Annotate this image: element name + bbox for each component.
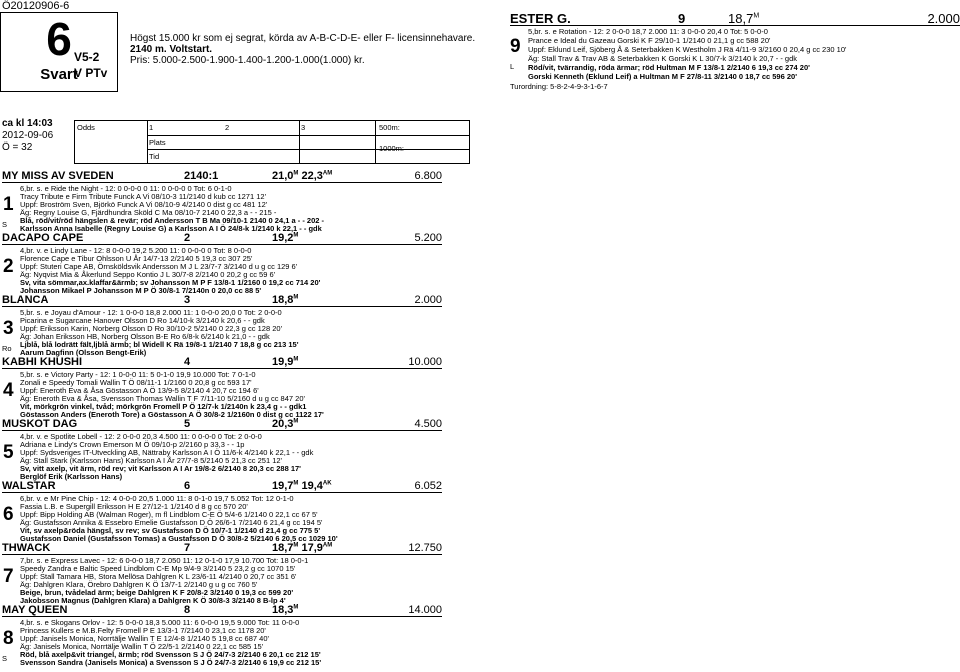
horse-line: Uppf: Broström Sven, Björkö Funck A Vi 08/10-9 4/2140 0 dist g cc 481 12' xyxy=(20,200,268,209)
race-number: 6 xyxy=(46,13,72,65)
horse-name: WALSTAR xyxy=(2,480,56,492)
horse-line: Sv, vitt axelp, vit ärm, röd rev; vit Karlsson A I Ar 19/8-2 6/2140 8 20,3 cc 288 17' xyxy=(20,464,301,473)
horse-line: 6,br. s. e Ride the Night - 12: 0 0-0-0 0 11: 0 0-0-0 0 Tot: 6 0-1-0 xyxy=(20,184,232,193)
horse-line: Uppf: Stuteri Cape AB, Örnsköldsvik Andersson M J L 23/7-7 3/2140 d u g cc 129 6' xyxy=(20,262,298,271)
horse-line: 6,br. v. e Mr Pine Chip - 12: 4 0-0-0 20,5 1.000 11: 8 0-1-0 19,7 5.052 Tot: 12 0-1-0 xyxy=(20,494,294,503)
top-horse-record: $18,7^M$ xyxy=(728,11,760,26)
horse-start-number: 6 xyxy=(3,504,14,525)
horse-line: Zonali e Speedy Tomali Wallin T Ö 08/11-1 1/2160 0 20,8 g cc 593 17' xyxy=(20,378,252,387)
horse-line: 4,br. v. e Lindy Lane - 12: 8 0-0-0 19,2 5.200 11: 0 0-0-0 0 Tot: 8 0-0-0 xyxy=(20,246,252,255)
horse-line: Tracy Tribute e Firm Tribute Funck A Vi 08/10-3 11/2140 d kub cc 1271 12' xyxy=(20,192,267,201)
odds-plats: Plats xyxy=(149,138,166,147)
horse-side: Ro xyxy=(2,344,12,353)
odds-grid xyxy=(74,120,470,164)
race-condition-line: Pris: 5.000-2.500-1.900-1.400-1.200-1.000(1.000) kr. xyxy=(130,55,365,66)
horse-line: Uppf: Janisels Monica, Norrtälje Wallin T E 12/4-8 1/2140 5 19,8 cc 687 40' xyxy=(20,634,269,643)
horse-line: Vit, mörkgrön vinkel, tvåd; mörkgrön Fromell P Ö 12/7-k 1/2140n k 23,4 g - - gdk1 xyxy=(20,402,307,411)
odds-col-1: 1 xyxy=(149,123,154,132)
horse-dist: 6 xyxy=(184,480,191,492)
horse-line: Picarina e Sugarcane Hanover Olsson D Ro 14/10-k 3/2140 k 20,6 - - gdk xyxy=(20,316,265,325)
horse-line: Uppf: Stall Tamara HB, Stora Mellösa Dahlgren K L 23/6-11 4/2140 0 20,7 cc 351 6' xyxy=(20,572,297,581)
horse-side: S xyxy=(2,654,8,663)
horse-line: Äg: Nyqvist Mia & Åkerlund Seppo Kontio J L 30/7-8 2/2140 0 20,2 g cc 59 6' xyxy=(20,270,276,279)
odds-tid: Tid xyxy=(149,152,160,161)
horse-line: Gustafsson Daniel (Gustafsson Tomas) a Gustafsson D Ö 30/8-2 5/2140 6 20,5 cc 1029 10' xyxy=(20,534,338,543)
turordning: Turordning: 5-8-2-4-9-3-1-6-7 xyxy=(510,82,608,91)
horse-start-number: 7 xyxy=(3,566,14,587)
horse-line: 4,br. s. e Skogans Orlov - 12: 5 0-0-0 18,3 5.000 11: 6 0-0-0 19,5 9.000 Tot: 11 0-0-0 xyxy=(20,618,300,627)
horse-line: Blå, röd/vit/röd hängslen & revär; röd Andersson T B Ma 09/10-1 2140 0 24,1 a - - 202 - xyxy=(20,216,324,225)
horse-money: 4.500 xyxy=(414,418,442,430)
horse-name: DACAPO CAPE xyxy=(2,232,84,244)
horse-name: BLANCA xyxy=(2,294,49,306)
horse-money: 12.750 xyxy=(408,542,442,554)
horse-line: Princess Kullers e M.B.Felty Fromell P E 13/3-1 7/2140 0 23,1 cc 1178 20' xyxy=(20,626,266,635)
horse-start-number: 5 xyxy=(3,442,14,463)
horse-record: $19,9^M$ xyxy=(272,356,299,368)
top-horse-money: 2.000 xyxy=(927,11,960,26)
top-horse-line: Röd/vit, tvärrandig, röda ärmar; röd Hultman M F 13/8-1 2/2140 6 19,3 cc 274 20' xyxy=(528,63,810,72)
horse-line: Röd, blå axelp&vit triangel, ärmb; röd Svensson S J Ö 24/7-3 2/2140 6 20,1 cc 212 15' xyxy=(20,650,321,659)
horse-record: $21,0^M$ $22,3^{AM}$ xyxy=(272,170,333,182)
horse-header xyxy=(2,170,442,183)
horse-dist: 5 xyxy=(184,418,191,430)
horse-dist: 2 xyxy=(184,232,191,244)
horse-dist: 3 xyxy=(184,294,191,306)
horse-line: Äg: Regny Louise G, Fjärdhundra Sköld C Ma 08/10-7 2140 0 22,3 a - - 215 - xyxy=(20,208,277,217)
horse-name: MY MISS AV SVEDEN xyxy=(2,170,114,182)
top-horse-line: 5,br. s. e Rotation - 12: 2 0-0-0 18,7 2.000 11: 3 0-0-0 20,4 0 Tot: 5 0-0-0 xyxy=(528,27,768,36)
horse-name: MUSKOT DAG xyxy=(2,418,78,430)
horse-line: Uppf: Eriksson Karin, Norberg Olsson D Ro 30/10-2 5/2140 0 22,3 g cc 128 20' xyxy=(20,324,282,333)
top-horse-number: 9 xyxy=(678,11,686,26)
horse-line: Vit, sv axelp&röda hängsl, sv rev; sv Gustafsson D Ö 10/7-1 1/2140 d 21,4 g cc 775 5' xyxy=(20,526,321,535)
horse-record: $18,8^M$ xyxy=(272,294,299,306)
horse-line: Göstasson Anders (Eneroth Tore) a Göstasson A Ö 30/8-2 1/2160n 0 dist g cc 1122 17' xyxy=(20,410,324,419)
top-horse-header xyxy=(510,11,960,26)
horse-record: $19,7^M$ $19,4^{AK}$ xyxy=(272,480,332,492)
odds-1000m: 1000m: xyxy=(379,144,405,153)
race-conditions xyxy=(130,33,475,66)
horse-line: Beige, brun, tvådelad ärm; beige Dahlgren K F 20/8-2 3/2140 0 19,3 cc 599 20' xyxy=(20,588,294,597)
race-game-v5: V5-2 xyxy=(74,50,100,64)
horse-line: Ljblå, blå lodrätt fält,ljblå ärmb; bl Widell K Rä 19/8-1 1/2140 7 18,8 g cc 213 15' xyxy=(20,340,299,349)
horse-line: 5,br. s. e Joyau d'Amour - 12: 1 0-0-0 18,8 2.000 11: 1 0-0-0 20,0 0 Tot: 2 0-0-0 xyxy=(20,308,282,317)
horse-header xyxy=(2,294,442,307)
horse-line: Karlsson Anna Isabelle (Regny Louise G) a Karlsson A I Ö 24/8-k 1/2140 k 22,1 - - gdk xyxy=(20,224,322,233)
horse-money: 6.800 xyxy=(414,170,442,182)
horse-line: Äg: Johan Eriksson HB, Norberg Olsson B-E Ro 6/8-k 6/2140 k 21,0 - - gdk xyxy=(20,332,270,341)
horse-record: $20,3^M$ xyxy=(272,418,299,430)
horse-header xyxy=(2,356,442,369)
horse-start-number: 3 xyxy=(3,318,14,339)
horse-line: Äg: Dahlgren Klara, Örebro Dahlgren K Ö 13/7-1 2/2140 g u g cc 760 5' xyxy=(20,580,258,589)
top-horse-name: ESTER G. xyxy=(510,11,571,26)
horse-header xyxy=(2,604,442,617)
horse-start-number: 8 xyxy=(3,628,14,649)
horse-line: Florence Cape e Tibur Ohlsson U År 14/7-13 2/2140 5 19,3 cc 307 25' xyxy=(20,254,253,263)
horse-line: Uppf: Bipp Holding AB (Walman Roger), m fl Lindblom C-E Ö 5/4-6 1/2140 0 22,1 cc 67 5' xyxy=(20,510,318,519)
race-time: ca kl 14:03 xyxy=(2,118,53,129)
horse-line: Äg: Janisels Monica, Norrtälje Wallin T Ö 22/5-1 2/2140 0 22,1 cc 585 15' xyxy=(20,642,264,651)
horse-line: Uppf: Eneroth Eva & Åsa Göstasson A Ö 13/9-5 8/2140 4 20,7 cc 194 6' xyxy=(20,386,259,395)
horse-money: 14.000 xyxy=(408,604,442,616)
top-horse-line: Gorski Kenneth (Eklund Leif) a Hultman M F 27/8-11 3/2140 0 18,7 cc 596 20' xyxy=(528,72,797,81)
race-condition-line: Högst 15.000 kr som ej segrat, körda av A-B-C-D-E- eller F- licensinnehavare. xyxy=(130,33,476,44)
horse-line: Sv, vita sömmar,ax.klaffar&ärmb; sv Johansson M P F 13/8-1 1/2160 0 19,2 cc 714 20' xyxy=(20,278,321,287)
odds-label: Odds xyxy=(77,123,95,132)
odds-500m: 500m: xyxy=(379,123,400,132)
horse-line: Äg: Stall Stark (Karlsson Hans) Karlsson A I År 27/7-8 5/2140 5 21,3 cc 251 12' xyxy=(20,456,282,465)
horse-record: $18,3^M$ xyxy=(272,604,299,616)
horse-line: Svensson Sandra (Janisels Monica) a Svensson S J Ö 24/7-3 2/2140 6 19,9 cc 212 15' xyxy=(20,658,322,667)
horse-line: Berglöf Erik (Karlsson Hans) xyxy=(20,472,123,481)
horse-line: 5,br. s. e Victory Party - 12: 1 0-0-0 11: 5 0-1-0 19,9 10.000 Tot: 7 0-1-0 xyxy=(20,370,256,379)
horse-line: Speedy Zandra e Baltic Speed Lindblom C-E Mp 9/4-9 3/2140 5 23,2 g cc 1070 15' xyxy=(20,564,296,573)
race-date: 2012-09-06 xyxy=(2,130,54,141)
horse-header xyxy=(2,542,442,555)
horse-line: Fassia L.B. e Supergill Eriksson H E 27/12-1 1/2140 d 8 g cc 570 20' xyxy=(20,502,248,511)
horse-line: 7,br. s. e Express Lavec - 12: 6 0-0-0 18,7 2.050 11: 12 0-1-0 17,9 10.700 Tot: 18 0-0-1 xyxy=(20,556,309,565)
race-game-vptv: V PTv xyxy=(74,66,108,80)
horse-dist: 8 xyxy=(184,604,191,616)
top-horse-line: Prance e Ideal du Gazeau Gorski K F 29/10-1 1/2140 0 21,1 g cc 588 20' xyxy=(528,36,771,45)
horse-start-number: 2 xyxy=(3,256,14,277)
horse-header xyxy=(2,418,442,431)
horse-dist: 2140:1 xyxy=(184,170,219,182)
horse-dist: 7 xyxy=(184,542,191,554)
page-id: Ö20120906-6 xyxy=(2,0,70,12)
horse-line: Äg: Gustafsson Annika & Essebro Emelie Gustafsson D Ö 26/6-1 7/2140 6 21,4 g cc 194 5' xyxy=(20,518,323,527)
horse-line: 4,br. v. e Spotlite Lobell - 12: 2 0-0-0 20,3 4.500 11: 0 0-0-0 0 Tot: 2 0-0-0 xyxy=(20,432,262,441)
race-track: Ö = 32 xyxy=(2,142,33,153)
odds-col-3: 3 xyxy=(301,123,306,132)
horse-start-number: 4 xyxy=(3,380,14,401)
horse-name: THWACK xyxy=(2,542,51,554)
horse-money: 2.000 xyxy=(414,294,442,306)
horse-money: 6.052 xyxy=(414,480,442,492)
top-horse-line: Äg: Stall Trav & Trav AB & Seterbakken K Gorski K L 30/7-k 3/2140 k 20,7 - - gdk xyxy=(528,54,798,63)
race-color: Svart xyxy=(40,66,78,83)
horse-line: Johansson Mikael P Johansson M P Ö 30/8-1 7/2140n 0 20,0 cc 88 5' xyxy=(20,286,262,295)
horse-money: 10.000 xyxy=(408,356,442,368)
horse-line: Uppf: Sydsveriges IT-Utveckling AB, Nättraby Karlsson A I Ö 11/6-k 4/2140 k 22,1 - - gdk xyxy=(20,448,314,457)
top-horse-lines xyxy=(528,27,846,81)
top-horse-side: L xyxy=(510,62,515,71)
horse-name: KABHI KHUSHI xyxy=(2,356,83,368)
horse-line: Aarum Dagfinn (Olsson Bengt-Erik) xyxy=(20,348,147,357)
top-horse-line: Uppf: Eklund Leif, Sjöberg Å & Seterbakken K Westholm J Rä 4/11-9 3/2160 0 20,4 g cc 230 10' xyxy=(528,45,847,54)
horse-record: $19,2^M$ xyxy=(272,232,299,244)
horse-header xyxy=(2,232,442,245)
horse-header xyxy=(2,480,442,493)
horse-line: Adriana e Lindy's Crown Emerson M Ö 09/10-p 2/2160 p 33,3 - - 1p xyxy=(20,440,245,449)
horse-record: $18,7^M$ $17,9^{AM}$ xyxy=(272,542,333,554)
horse-dist: 4 xyxy=(184,356,191,368)
horse-name: MAY QUEEN xyxy=(2,604,68,616)
race-condition-line: 2140 m. Voltstart. xyxy=(130,44,213,55)
horse-line: Äg: Eneroth Eva & Åsa, Svensson Thomas Wallin T F 7/11-10 5/2160 d u g cc 847 20' xyxy=(20,394,305,403)
odds-col-2: 2 xyxy=(225,123,230,132)
race-time-block xyxy=(2,118,53,154)
horse-money: 5.200 xyxy=(414,232,442,244)
top-horse-start-no: 9 xyxy=(510,36,521,57)
horse-side: S xyxy=(2,220,8,229)
horse-line: Jakobsson Magnus (Dahlgren Klara) a Dahlgren K Ö 30/8-3 3/2140 8 B-lp 4' xyxy=(20,596,286,605)
horse-start-number: 1 xyxy=(3,194,14,215)
